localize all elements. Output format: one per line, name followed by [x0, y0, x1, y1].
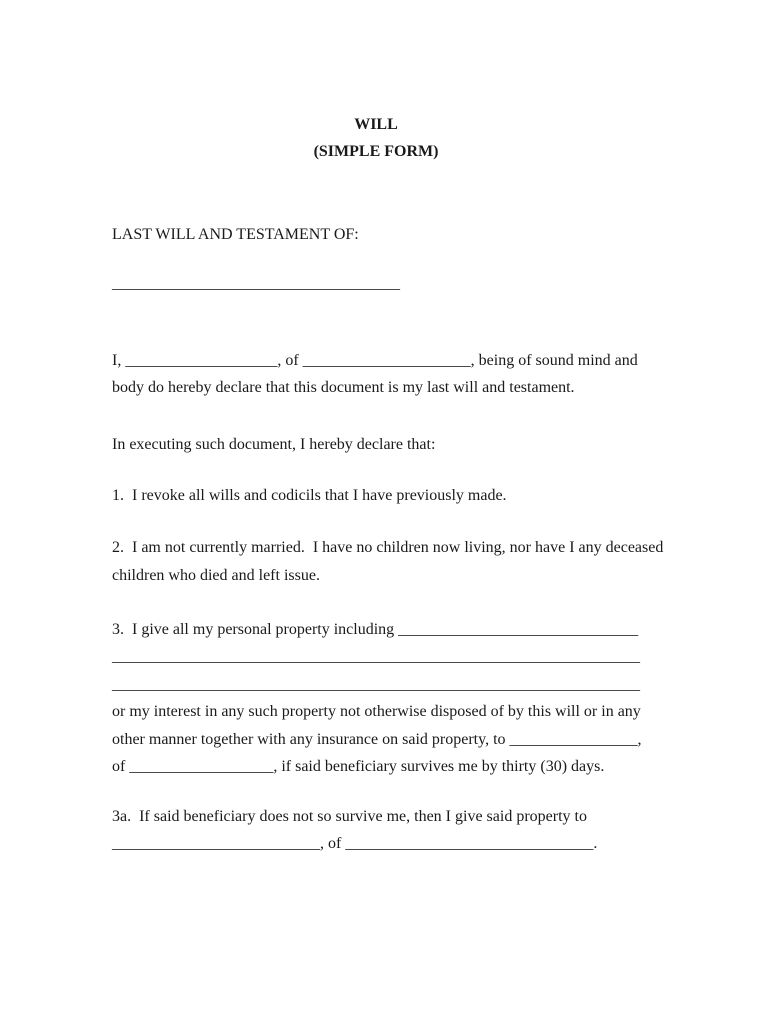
clause-3a-line-1: 3a. If said beneficiary does not so survive me, then I give said property to [112, 807, 587, 825]
intro-line-2: body do hereby declare that this document is my last will and testament. [112, 379, 575, 397]
intro-paragraph [112, 347, 640, 402]
clause-3-line-6: of __________________, if said beneficiary survives me by thirty (30) days. [112, 758, 605, 776]
document-subtitle: (SIMPLE FORM) [313, 143, 439, 161]
clause-3-blank-line-1: __________________________________________________________________ [112, 648, 640, 666]
clause-3-line-1: 3. I give all my personal property including ______________________________ [112, 621, 639, 639]
title-block [112, 111, 640, 166]
intro-line-1: I, ___________________, of _____________________, being of sound mind and [112, 351, 638, 369]
clause-3a-line-2: __________________________, of _______________________________. [112, 834, 598, 852]
document-title: WILL [354, 116, 398, 133]
declaration-line: In executing such document, I hereby declare that: [112, 436, 436, 454]
clause-1-revocation: 1. I revoke all wills and codicils that I have previously made. [112, 486, 507, 504]
clause-3a-contingent-beneficiary [112, 803, 640, 858]
testator-name-blank-line: ____________________________________ [112, 275, 400, 293]
clause-3-personal-property [112, 616, 640, 780]
heading-last-will-and-testament: LAST WILL AND TESTAMENT OF: [112, 225, 359, 243]
clause-2-line-1: 2. I am not currently married. I have no children now living, nor have I any deceased [112, 539, 664, 557]
clause-3-blank-line-2: __________________________________________________________________ [112, 675, 640, 693]
clause-2-marital-status [112, 534, 664, 589]
clause-2-line-2: children who died and left issue. [112, 566, 320, 584]
clause-3-line-5: other manner together with any insurance on said property, to ________________, [112, 730, 642, 748]
clause-3-line-4: or my interest in any such property not otherwise disposed of by this will or in any [112, 703, 641, 721]
